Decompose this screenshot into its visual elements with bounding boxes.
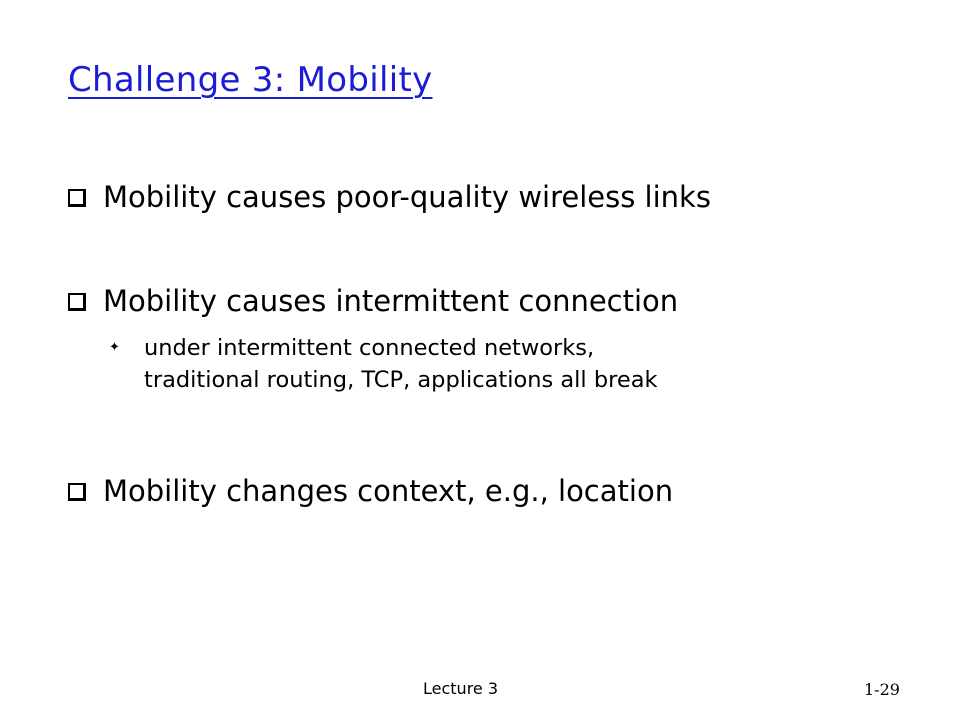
hollow-square-icon [68, 189, 86, 207]
bullet-text: Mobility changes context, e.g., location [103, 474, 674, 508]
footer-lecture-label: Lecture 3 [423, 679, 499, 698]
bullet-item [68, 179, 711, 215]
slide-title: Challenge 3: Mobility [68, 60, 433, 100]
sub-bullet-item [108, 332, 658, 396]
sub-bullet-line: under intermittent connected networks, [144, 335, 595, 361]
hollow-square-icon [68, 483, 86, 501]
sub-bullet-line: traditional routing, TCP, applications all break [144, 367, 658, 393]
hollow-square-icon [68, 293, 86, 311]
four-point-star-icon: ✦ [109, 340, 120, 355]
footer-page-number: 1-29 [864, 680, 900, 699]
bullet-item [68, 473, 673, 509]
bullet-item [68, 283, 678, 319]
bullet-text: Mobility causes poor-quality wireless links [103, 180, 711, 214]
sub-bullet-text-block [144, 332, 658, 396]
bullet-text: Mobility causes intermittent connection [103, 284, 679, 318]
